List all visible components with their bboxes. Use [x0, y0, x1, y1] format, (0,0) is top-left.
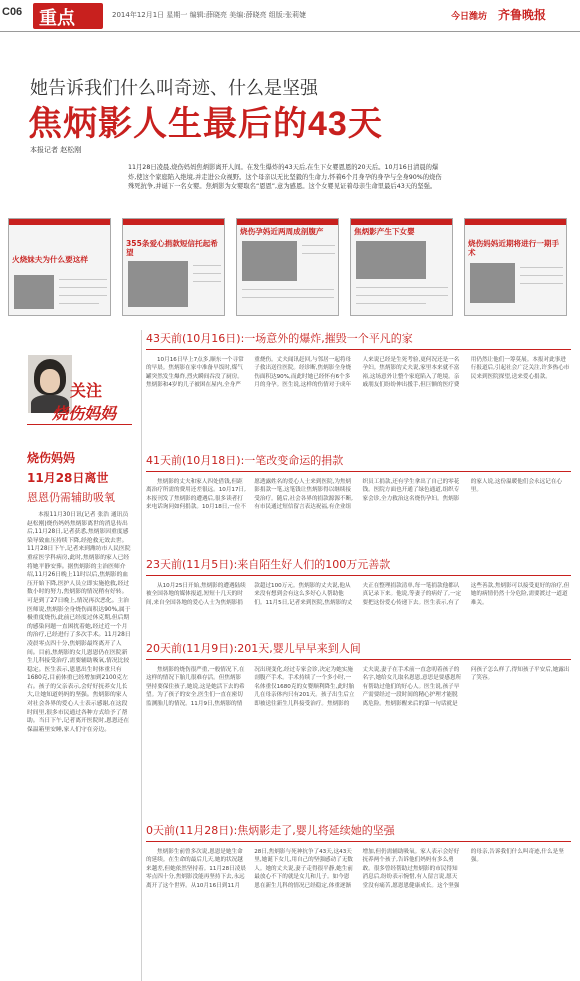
section-body: 焦炳影的丈夫和家人四处借钱,但距离治疗所需的费用还差很远。10月17日,本报刊发了焦炳影的遭遇后,很多读者打来电话询问如何捐款。10月18日,一位不愿透露姓名的爱心人士来到医院,为焦炳影捐款一笔,这笔钱让焦炳影得以继续接受治疗。随后,社会各界的捐款源源不断,有市民通过短信留言表达祝福,有企业组织员工捐款,还有学生拿出了自己的零花钱。医院方面也开通了绿色通道,组织专家会诊,全力救治这名烧伤孕妇。焦炳影的家人说,这份温暖他们会永远记在心里。 [146, 479, 563, 511]
sidebar-headline-3: 恩恩仍需辅助吸氧 [27, 491, 115, 504]
section-heading: 20天前(11月9日):201天,婴儿早早来到人间 [146, 642, 361, 655]
sidebar-headline-2: 11月28日离世 [27, 471, 109, 485]
thumbnail-2 [122, 218, 225, 316]
thumbnail-text-line [59, 287, 107, 288]
thumbnail-text-line [520, 267, 563, 268]
photo-face [40, 369, 60, 393]
sidebar-tag-topic: 烧伤妈妈 [52, 404, 117, 423]
column-divider [141, 330, 142, 981]
sidebar-headline-1: 烧伤妈妈 [27, 451, 76, 465]
thumbnail-text-line [193, 281, 221, 282]
thumbnail-1 [8, 218, 111, 316]
section-heading: 23天前(11月5日):来自陌生好人们的100万元善款 [146, 558, 391, 571]
thumbnail-text-line [193, 265, 221, 266]
page-header [0, 0, 580, 32]
brand-logo: 齐鲁晚报 [498, 8, 547, 22]
thumbnail-photo [356, 241, 426, 279]
thumbnail-text-line [356, 295, 448, 296]
section-body: 从10月25日开始,焦炳影的遭遇陆续被全国各地的媒体报道,短短十几天的时间,来自全国各地的爱心人士为焦炳影捐款超过100万元。焦炳影的丈夫说,他从来没有想到会有这么多好心人帮助他们。11月5日,记者来到医院,焦炳影的丈夫正在整理捐款清单,每一笔捐款他都认真记录下来。他说,等妻子的病好了,一定要把这份爱心传递下去。医生表示,有了这些善款,焦炳影可以接受更好的治疗,但她的病情仍然十分危险,需要渡过一道道难关。 [146, 583, 570, 606]
thumbnail-4 [350, 218, 453, 316]
timeline-section-3 [146, 556, 571, 636]
thumbnail-bar [123, 219, 224, 225]
section-rule [146, 575, 571, 576]
thumbnail-text-line [520, 283, 563, 284]
thumbnail-text-line [242, 289, 334, 290]
article-lead: 11月28日凌晨,烧伤妈妈焦炳影离开人间。在发生爆炸的43天后,在生下女婴恩恩的20天后。10月16日清晨的爆炸,使这个家庭陷入绝境,并走进公众视野。这个母亲以无比坚毅的生命力,怀着6个月身孕的身孕与全身90%的烧伤殊死抗争,并诞下一名女婴。焦炳影为女婴取名“恩恩”,意为感恩。这个女婴见证着母亲生命里最后43天的坚强。 [128, 164, 442, 190]
thumbnail-text-line [242, 297, 334, 298]
thumbnail-text-line [356, 303, 426, 304]
sidebar-tag-focus: 关注 [70, 381, 103, 400]
thumbnail-bar [9, 219, 110, 225]
article-headline: 焦炳影人生最后的43天 [28, 105, 383, 143]
timeline-section-1 [146, 330, 571, 436]
brand-today-weifang: 今日潍坊 [451, 12, 488, 22]
section-rule [146, 471, 571, 472]
section-title: 重点 [39, 8, 75, 28]
section-heading: 41天前(10月18日):一笔改变命运的捐款 [146, 454, 344, 467]
thumbnail-3 [236, 218, 339, 316]
article-subhead: 她告诉我们什么叫奇迹、什么是坚强 [30, 78, 318, 99]
thumbnail-title: 烧伤孕妈近两周成剖腹产 [240, 227, 324, 236]
thumbnail-title: 烧伤妈妈近期将进行一期手术 [468, 239, 560, 257]
thumbnail-title: 焦炳影产生下女婴 [354, 227, 415, 236]
thumbnail-text-line [59, 303, 99, 304]
thumbnail-strip [8, 218, 573, 318]
thumbnail-text-line [520, 275, 563, 276]
thumbnail-text-line [356, 287, 448, 288]
thumbnail-bar [351, 219, 452, 225]
section-body: 10月16日早上7点多,顺东一个寻常的早晨。焦炳影在家中准备早饭时,煤气罐突然发生爆炸,烈火瞬间吞没了厨房。焦炳影和4岁的儿子被困在屋内,全身严重烧伤。丈夫闻讯赶回,与邻居一起将母子救出送往医院。经诊断,焦炳影全身烧伤面积达90%,而此时她已经怀有6个多月的身孕。医生说,这样的伤情对于成年人来说已经是生死考验,更何况还是一名孕妇。焦炳影的丈夫说,家里本来就不富裕,这场意外让整个家庭陷入了绝境。亲戚朋友们纷纷伸出援手,但巨额的医疗费用仍然让他们一筹莫展。本报对此事进行报道后,引起社会广泛关注,许多热心市民来到医院探望,送来爱心捐款。 [146, 357, 570, 389]
section-body: 焦炳影的烧伤很严重,一般情况下,在这样的情况下胎儿很难存活。但焦炳影坚持要保住孩子,她说,这是她活下去的希望。为了孩子的安全,医生们一直在密切监测胎儿的情况。11月9日,焦炳影的情况出现变化,经过专家会诊,决定为她实施剖腹产手术。手术持续了一个多小时,一名体重仅1680克的女婴顺利降生,此时胎儿在母亲体内只有201天。孩子出生后立即被送往新生儿科接受治疗。焦炳影的丈夫说,妻子在手术前一直念叨着孩子的名字,她给女儿取名恩恩,意思是要感恩所有帮助过他们的好心人。医生说,孩子早产需要经过一段时间的精心护理才能脱离危险。焦炳影醒来后的第一句话就是问孩子怎么样了,得知孩子平安后,她露出了笑容。 [146, 667, 570, 707]
thumbnail-photo [128, 261, 188, 307]
timeline-section-5 [146, 822, 571, 981]
thumbnail-text-line [193, 273, 221, 274]
section-heading: 0天前(11月28日):焦炳影走了,婴儿将延续她的坚强 [146, 824, 395, 837]
thumbnail-title: 火烧妹夫为什么要这样 [12, 255, 88, 264]
header-meta: 2014年12月1日 星期一 编辑:薛晓亮 美编:薛晓亮 组版:张莉婕 [112, 11, 307, 19]
article-byline: 本报记者 赵松刚 [30, 146, 82, 154]
timeline-section-2 [146, 452, 571, 548]
section-rule [146, 349, 571, 350]
thumbnail-photo [242, 241, 297, 281]
section-rule [146, 659, 571, 660]
thumbnail-text-line [302, 245, 335, 246]
thumbnail-bar [465, 219, 566, 225]
section-body: 焦炳影生前曾多次说,恩恩是她生命的延续。在生命的最后几天,她的状况越来越差,但她依然坚持着。11月28日凌晨零点四十分,焦炳影没能再坚持下去,永远离开了这个世界。从10月16日到11月28日,焦炳影与死神抗争了43天,这43天里,她诞下女儿,用自己的坚强感动了无数人。她的丈夫说,妻子走得很平静,她生前最放心不下的就是女儿和儿子。如今恩恩在新生儿科的情况已经稳定,体重逐渐增加,但仍需辅助吸氧。家人表示会好好抚养两个孩子,告诉他们妈妈有多么勇敢。很多曾经帮助过焦炳影的市民得知消息后,纷纷表示惋惜,有人留言说,愿天堂没有痛苦,愿恩恩健康成长。这个坚强的母亲,告诉我们什么叫奇迹,什么是坚强。 [146, 849, 564, 889]
thumbnail-text-line [59, 279, 107, 280]
thumbnail-5 [464, 218, 567, 316]
thumbnail-text-line [59, 295, 107, 296]
section-rule [146, 841, 571, 842]
thumbnail-photo [14, 275, 54, 309]
thumbnail-title: 355条爱心捐款短信托起希望 [126, 239, 218, 257]
thumbnail-bar [237, 219, 338, 225]
thumbnail-photo [470, 263, 515, 303]
thumbnail-text-line [302, 253, 335, 254]
page-number: C06 [2, 6, 23, 18]
sidebar-rule [27, 424, 132, 425]
timeline-section-4 [146, 640, 571, 812]
section-heading: 43天前(10月16日):一场意外的爆炸,摧毁一个平凡的家 [146, 332, 413, 345]
sidebar-body: 本报11月30日讯(记者 张浩 通讯员 赵松刚)烧伤妈妈焦炳影离世的消息传出后,11月28日,记者获悉,焦炳影因重度感染导致血压持续下降,经抢救无效去世。11月28日下午,记者来到潍坊市人民医院重症医学科病房,此时,焦炳影的家人已经将她平静安葬。据焦炳影的主治医师介绍,11月26日晚上11时以后,焦炳影的血压开始下降,医护人员立即实施抢救,经过数小时的努力,焦炳影的情况稍有好转。可是到了27日晚上,情况再次恶化。主治医师说,焦炳影全身烧伤面积达90%,属于极重度烧伤,此前已经度过休克期,但后期的感染问题一直困扰着她,经过近一个月的治疗,已经进行了多次手术。11月28日凌晨零点四十分,焦炳影最终离开了人间。目前,焦炳影的女儿恩恩仍在医院新生儿科接受治疗,需要辅助吸氧,情况比较稳定。医生表示,恩恩出生时体重只有1680克,目前体重已经增加到2100克左右。孩子的父亲表示,会好好抚养女儿长大,让她知道妈妈的坚强。焦炳影的家人对社会各界的爱心人士表示感谢,在这段时间里,很多市民通过各种方式给予了帮助。当日下午,记者离开医院时,恩恩还在保温箱里安睡,家人们守在旁边。 [27, 512, 131, 733]
